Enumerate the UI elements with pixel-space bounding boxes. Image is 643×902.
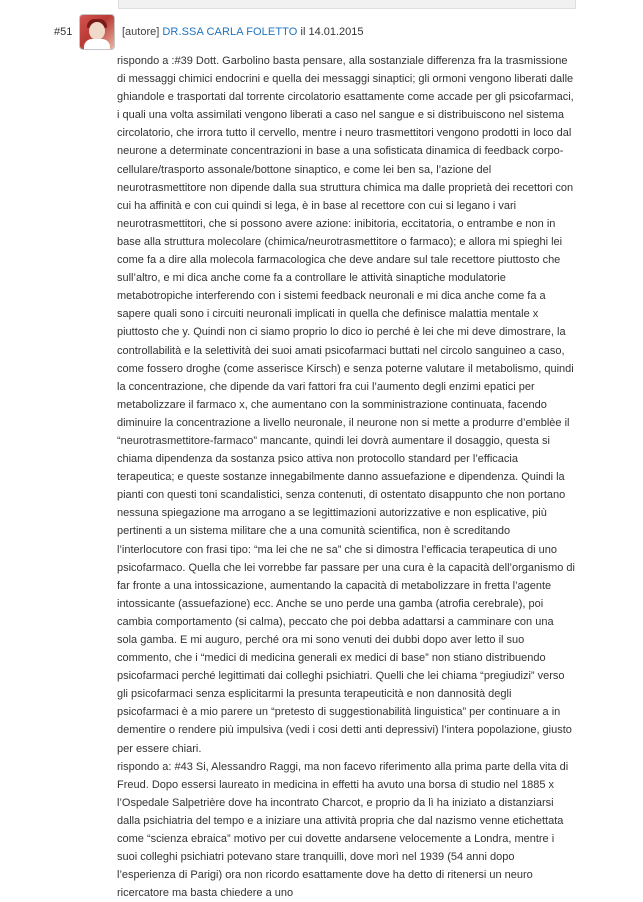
avatar-body <box>84 39 110 50</box>
comment-number[interactable]: #51 <box>54 26 73 38</box>
comment-body <box>117 52 575 902</box>
comment-date: 14.01.2015 <box>308 26 364 38</box>
date-prefix: il <box>300 26 306 38</box>
author-name-link[interactable]: DR.SSA CARLA FOLETTO <box>162 26 298 38</box>
comment-header <box>52 14 612 50</box>
author-avatar <box>79 14 115 50</box>
comment-paragraph-1: rispondo a :#39 Dott. Garbolino basta pensare, alla sostanziale differenza fra la trasmissione di messaggi chimici endocrini e quella dei messaggi sinaptici; gli ormoni vengono liberati dalle ghiandole e trasportati dal torrente circolatorio esattamente come accade per gli psicofarmaci, i quali una volta assimilati vengono liberati a caso nel sangue e si distribuiscono nel sistema circolatorio, che irrora tutto il cervello, mentre i neuro trasmettitori vengono prodotti in loco dal neurone a determinate concentrazioni in base a una sofisticata dinamica di feedback corpo-cellulare/trasporto assonale/bottone sinaptico, e come lei ben sa, l’azione del neurotrasmettitore non dipende dalla sua struttura chimica ma dalle proprietà dei recettori con cui ha affinità e con cui quindi si lega, è in base al recettore con cui si legano i vari neurotrasmettitori, che si possono avere azione: inibitoria, eccitatoria, o entrambe e non in base alla struttura molecolare (chimica/neurotrasmettitore o farmaco); e allora mi spieghi lei come fa a dire alla molecola farmacologica che deve andare sul tale recettore piuttosto che sull’altro, e mi dica anche come fa a controllare le attività sinaptiche modulatorie metabotropiche interferendo con i sistemi feedback neuronali e mi dica anche come fa a sapere quali sono i circuiti neuronali implicati in quella che definisce malattia mentale x piuttosto che y. Quindi non ci siamo proprio lo dico io perché è lei che mi deve dimostrare, la controllabilità e la selettività dei suoi amati psicofarmaci buttati nel circolo sanguineo a caso, come fossero droghe (come asserisce Kirsch) e senza poterne valutare il metabolismo, quindi la concentrazione, che dipende da vari fattori fra cui l’aumento degli enzimi epatici per metabolizzare il farmaco x, che aumentano con la somministrazione continuata, facendo diminuire la concentrazione a livello neuronale, il neurone non si mette a produrre d’emblèe il “neurotrasmettitore-farmaco” mancante, quindi lei dovrà aumentare il dosaggio, questa si chiama dipendenza da sostanza psico attiva non protocollo standard per l’efficacia terapeutica; e queste sostanze innegabilmente danno assuefazione e dipendenza. Quindi la pianti con questi toni scandalistici, senza contenuti, di ostentato disappunto che non portano nessuna spiegazione ma arrogano a se legittimazioni autorizzative e non esplicative, più pertinenti a un sistema militare che a una comunità scientifica, non è screditando l’interlocutore con frasi tipo: “ma lei che ne sa” che si dimostra l’efficacia terapeutica di uno psicofarmaco. Quella che lei vorrebbe far passare per una cura è la capacità dell’organismo di far fronte a una intossicazione, aumentando la capacità di metabolizzare in fretta l’agente intossicante (assuefazione) ecc. Anche se uno perde una gamba (atrofia cerebrale), poi cambia comportamento (si calma), peccato che poi debba adattarsi a camminare con una sola gamba. E mi auguro, perché ora mi sono venuti dei dubbi dopo aver letto il suo commento, che i “medici di medicina generali ex medici di base” non stiano distribuendo psicofarmaci perché legittimati dai colleghi psichiatri. Quelli che lei chiama “pregiudizi” verso gli psicofarmaci senza esplicitarmi la presunta terapeuticità e non dannosità degli psicofarmaci è a mio parere un “pretesto di suggestionabilità linguistica” per continuare a in dementire o rendere più impulsiva (vedi i cosi detti anti depressivi) l’intera popolazione, giusto per essere chiari. <box>117 55 575 755</box>
comment-paragraph-2: rispondo a: #43 Si, Alessandro Raggi, ma non facevo riferimento alla prima parte della vita di Freud. Dopo essersi laureato in medicina in effetti ha avuto una borsa di studio nel 1885 x l’Ospedale Salpetrière dove ha incontrato Charcot, e proprio da lì ha iniziato a distanziarsi dalla psichiatria del tempo e a iniziare una attività propria che dal nazismo venne etichettata come “scienza ebraica” motivo per cui dovette andarsene velocemente a Londra, mentre i suoi colleghi psichiatri potevano stare tranquilli, dove morì nel 1939 (54 anni dopo l’esperienza di Parigi) ora non ricordo esattamente dove ha detto di ritenersi un neuro ricercatore ma basta chiedere a uno <box>117 760 569 900</box>
previous-comment-box <box>118 0 576 9</box>
comment-meta <box>122 26 364 38</box>
author-role: [autore] <box>122 26 160 38</box>
avatar-face <box>89 22 105 40</box>
